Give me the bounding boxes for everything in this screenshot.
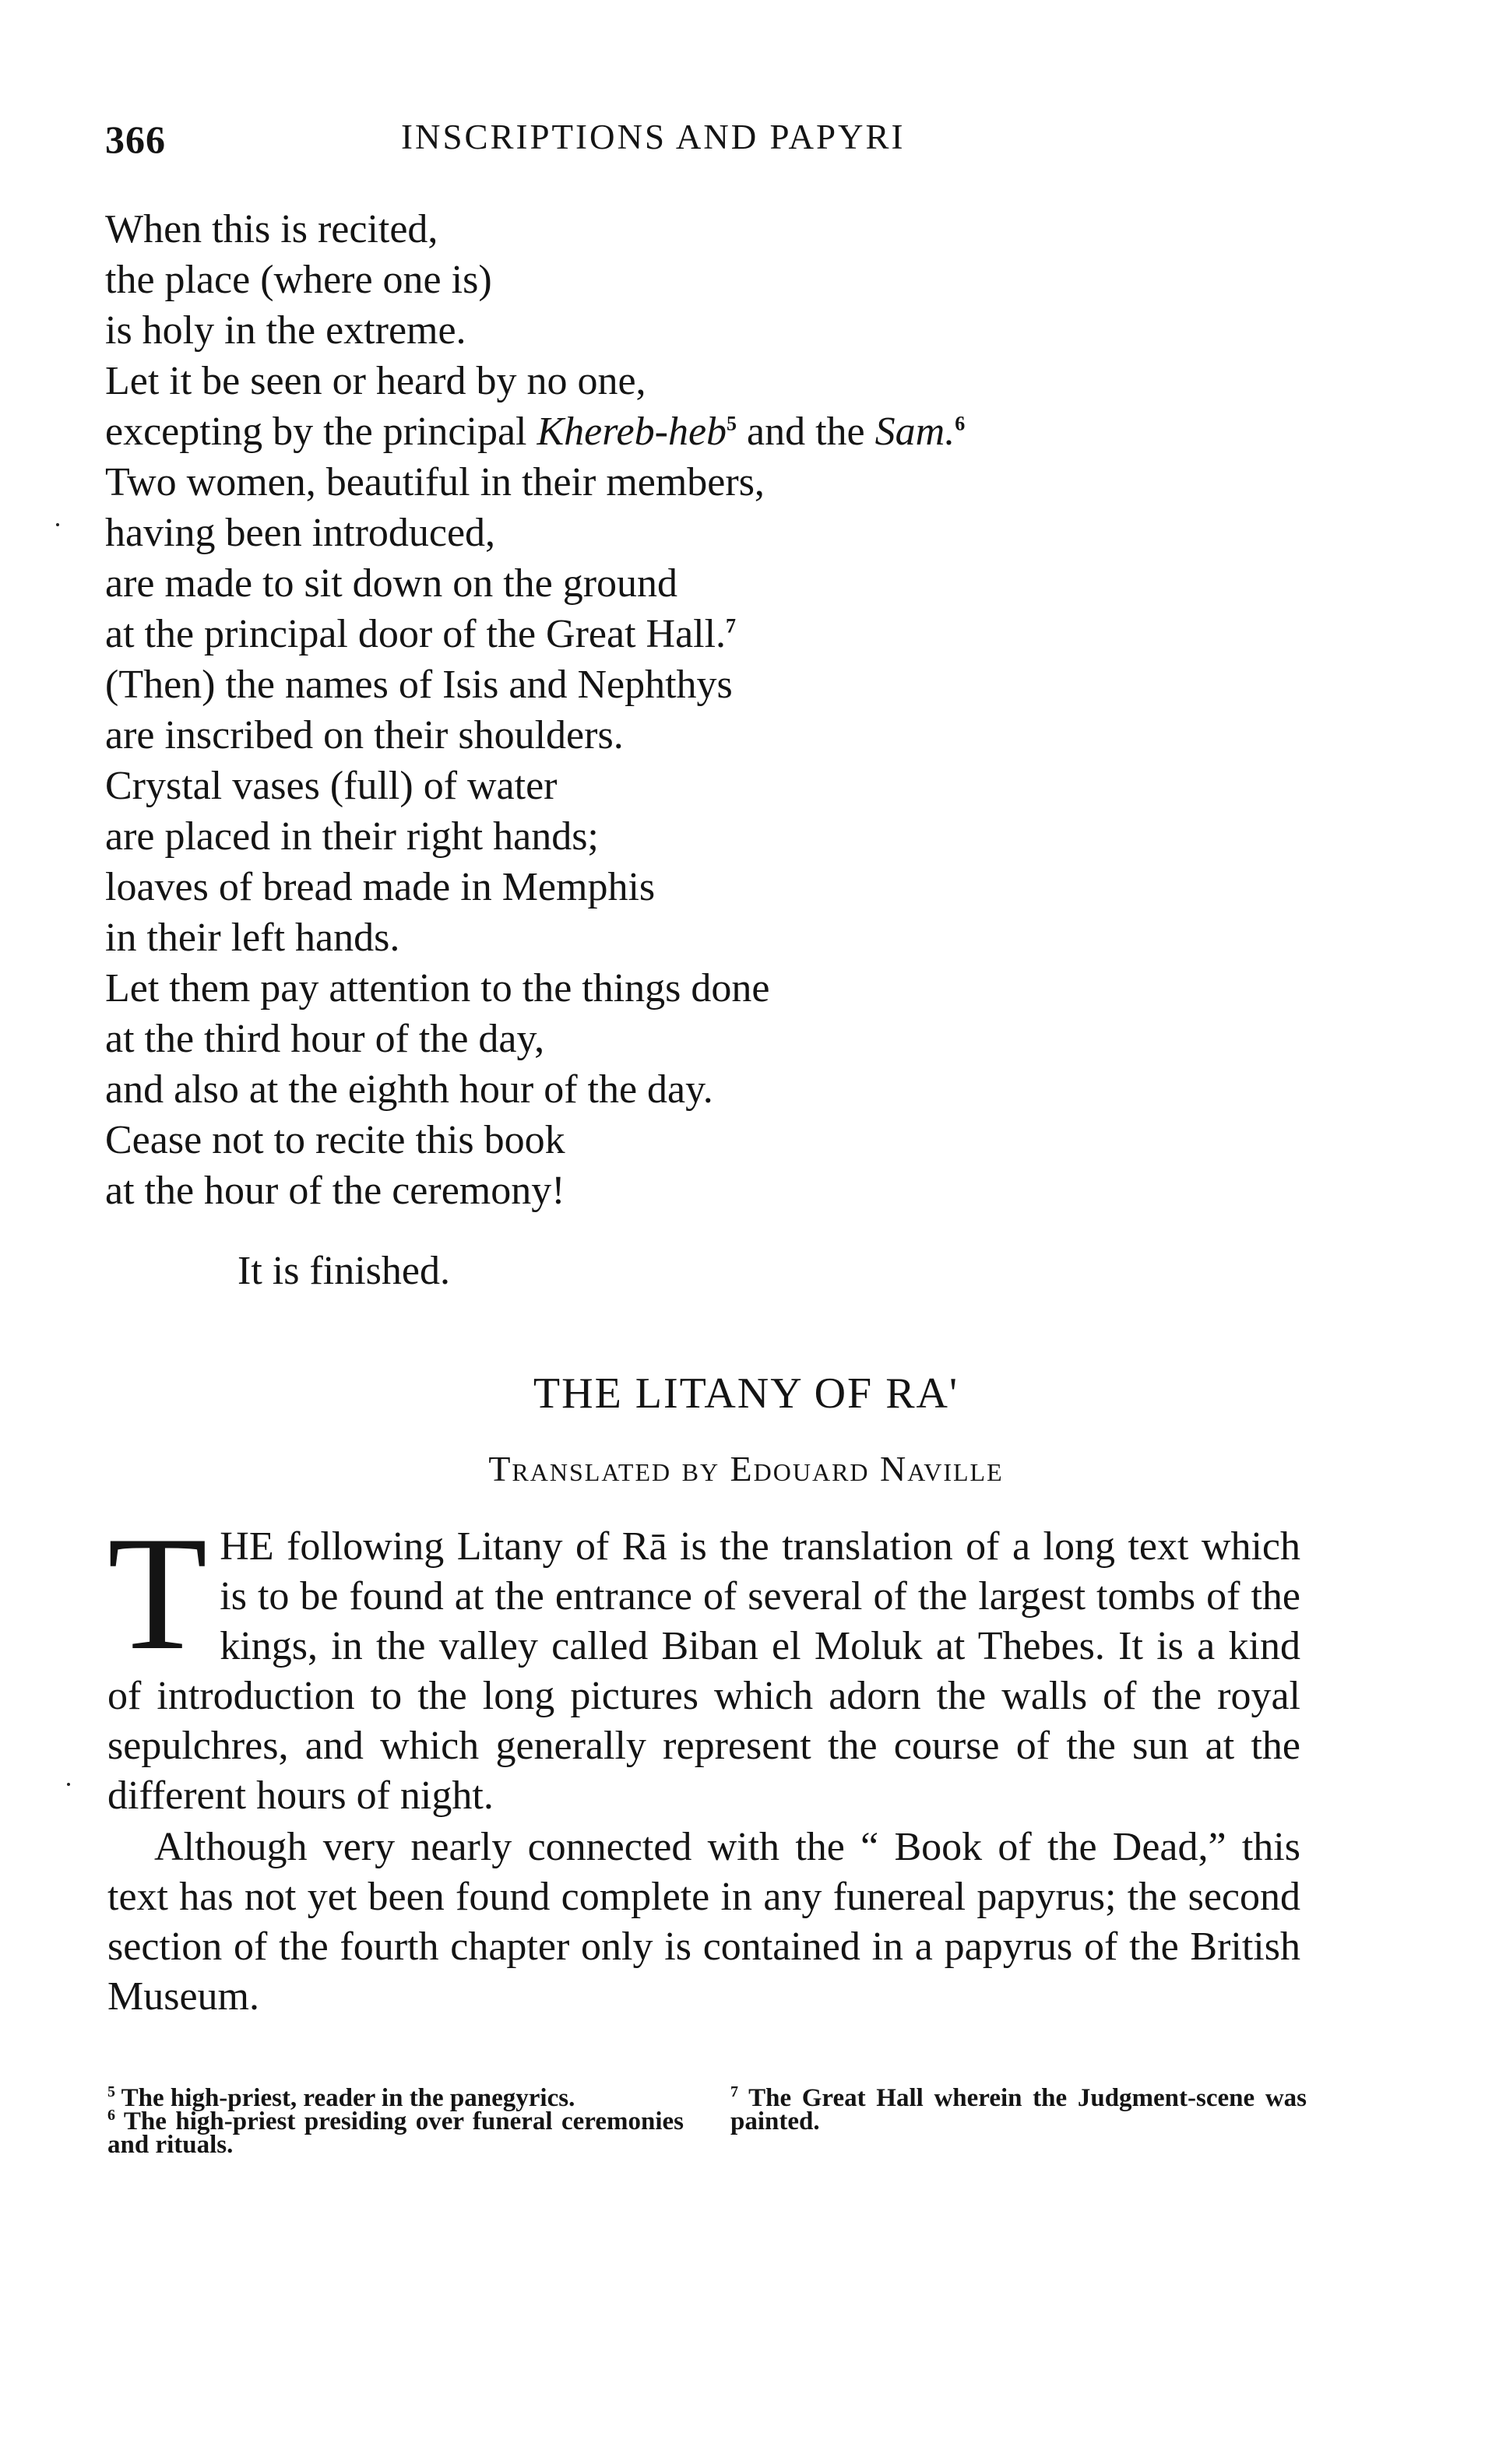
poem-line-text: at the principal door of the Great Hall. [105, 612, 727, 656]
poem-line: loaves of bread made in Memphis [105, 865, 656, 909]
footnote-ref: 5 [727, 412, 737, 435]
poem-line: at the hour of the ceremony! [105, 1169, 565, 1213]
translator-credit: Translated by Edouard Naville [488, 1449, 1004, 1489]
paragraph-text: HE following Litany of Rā is the translation of a long text which is to be found at the entrance of several of the largest tombs of the kings, in the valley called Biban el Moluk at Thebes. It is a kind of introduction to the long pictures which adorn the walls of the royal sepulchres, and which generally represent the course of the sun at the different hours of night. [107, 1524, 1300, 1818]
poem-line: is holy in the extreme. [105, 308, 466, 353]
running-head [105, 117, 1008, 171]
poem-line: having been introduced, [105, 511, 496, 555]
footnote-mark: 5 [107, 2083, 115, 2100]
paragraph [107, 1503, 1300, 1821]
poem-line: in their left hands. [105, 916, 400, 960]
footnote [730, 2083, 1307, 2135]
footnote-ref: 6 [955, 412, 966, 435]
paragraph: Although very nearly connected with the “ Book of the Dead,” this text has not yet been found complete in any funereal papyrus; the second section of the fourth chapter only is contained in a papyrus of the British Museum. [107, 1825, 1300, 2019]
poem-line: Let it be seen or heard by no one, [105, 359, 646, 403]
poem-line: are inscribed on their shoulders. [105, 713, 624, 757]
print-speck [56, 523, 59, 526]
poem-line: at the third hour of the day, [105, 1017, 545, 1061]
poem-line: the place (where one is) [105, 258, 492, 302]
footnote-column-right [730, 2083, 1307, 2135]
poem-line: are made to sit down on the ground [105, 561, 678, 606]
footnote-text: The Great Hall wherein the Judgment-scene was painted. [730, 2084, 1307, 2135]
poem-block [105, 204, 1351, 1216]
footnote-column-left [107, 2083, 684, 2159]
page-number: 366 [105, 118, 166, 161]
poem-line: are placed in their right hands; [105, 814, 599, 859]
footnote [107, 2107, 684, 2159]
footnote-ref: 7 [726, 614, 737, 638]
poem-line-text: and the [737, 409, 875, 454]
footnote-text: The high-priest presiding over funeral ceremonies and rituals. [107, 2107, 684, 2159]
section-title: THE LITANY OF RA' [533, 1369, 959, 1418]
footnote-text: The high-priest, reader in the panegyrics. [121, 2084, 575, 2112]
poem-line: Cease not to recite this book [105, 1118, 565, 1162]
poem-line-with-terms [105, 406, 1351, 457]
running-title: INSCRIPTIONS AND PAPYRI [401, 118, 906, 156]
poem-line: (Then) the names of Isis and Nephthys [105, 663, 733, 707]
term-sam: Sam. [874, 409, 955, 454]
poem-line: Two women, beautiful in their members, [105, 460, 765, 504]
poem-line-with-footnote [105, 609, 1351, 659]
footnote [107, 2083, 684, 2112]
print-speck [67, 1783, 70, 1786]
closing-line: It is finished. [238, 1249, 450, 1293]
poem-line: Crystal vases (full) of water [105, 764, 558, 808]
poem-line: Let them pay attention to the things done [105, 966, 770, 1011]
term-khereb-heb: Khereb-heb [537, 409, 727, 454]
poem-line: When this is recited, [105, 207, 438, 251]
drop-cap: T [107, 1503, 208, 1684]
body-text [107, 1503, 1300, 2022]
footnote-mark: 7 [730, 2083, 738, 2100]
footnotes [107, 2083, 1307, 2180]
poem-line: and also at the eighth hour of the day. [105, 1067, 713, 1112]
footnote-mark: 6 [107, 2107, 115, 2124]
poem-line-text: excepting by the principal [105, 409, 537, 454]
